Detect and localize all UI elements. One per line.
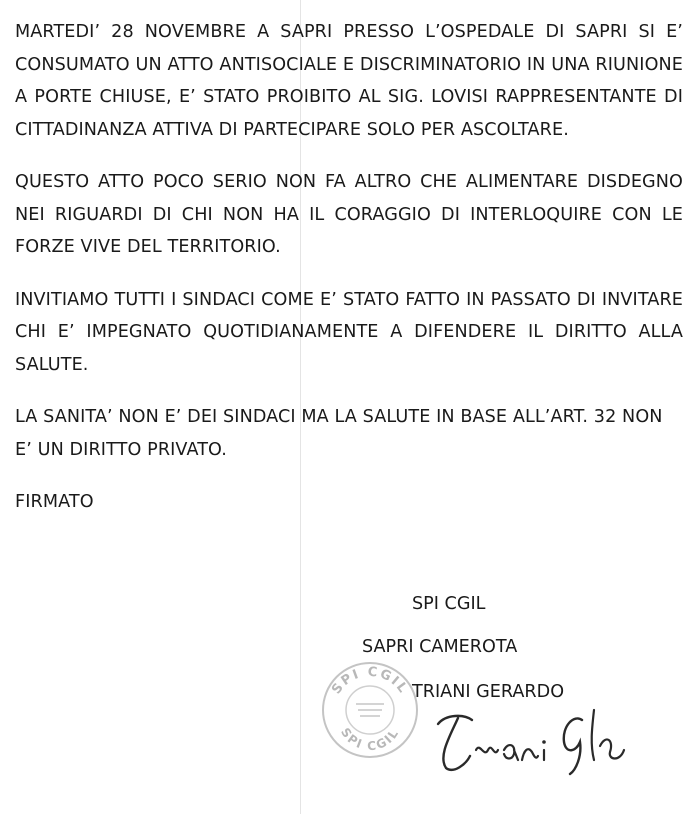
stamp-text-bottom: SPI CGIL: [338, 725, 402, 754]
closing-signed: FIRMATO: [15, 492, 94, 512]
stamp-emblem: [356, 704, 384, 716]
paragraph-incident: MARTEDI’ 28 NOVEMBRE A SAPRI PRESSO L’OSPEDALE DI SAPRI SI E’ CONSUMATO UN ATTO ANTISOCIALE E DISCRIMINATORIO IN UNA RIUNIONE A PORTE CHIUSE, E’ STATO PROIBITO AL SIG. LOVISI RAPPRESENTANTE DI CITTADINANZA ATTIVA DI PARTECIPARE SOLO PER ASCOLTARE.: [15, 22, 683, 140]
paragraph-health-right: LA SANITA’ NON E’ DEI SINDACI MA LA SALUTE IN BASE ALL’ART. 32 NON E’ UN DIRITTO PRIVATO.: [15, 407, 663, 460]
signature-signer-name: TRIANI GERARDO: [412, 682, 565, 702]
handwritten-signature: [424, 698, 634, 778]
stamp-text-top: SPI CGIL: [329, 664, 411, 698]
union-stamp: [318, 660, 422, 760]
paragraph-disdain: QUESTO ATTO POCO SERIO NON FA ALTRO CHE ALIMENTARE DISDEGNO NEI RIGUARDI DI CHI NON HA IL CORAGGIO DI INTERLOQUIRE CON LE FORZE VIVE DEL TERRITORIO.: [15, 172, 683, 257]
signature-organization: SPI CGIL: [412, 594, 486, 614]
letter-body: [15, 16, 683, 519]
signature-branch: SAPRI CAMEROTA: [362, 637, 518, 657]
paragraph-invitation: INVITIAMO TUTTI I SINDACI COME E’ STATO FATTO IN PASSATO DI INVITARE CHI E’ IMPEGNATO QUOTIDIANAMENTE A DIFENDERE IL DIRITTO ALLA SALUTE.: [15, 289, 683, 375]
